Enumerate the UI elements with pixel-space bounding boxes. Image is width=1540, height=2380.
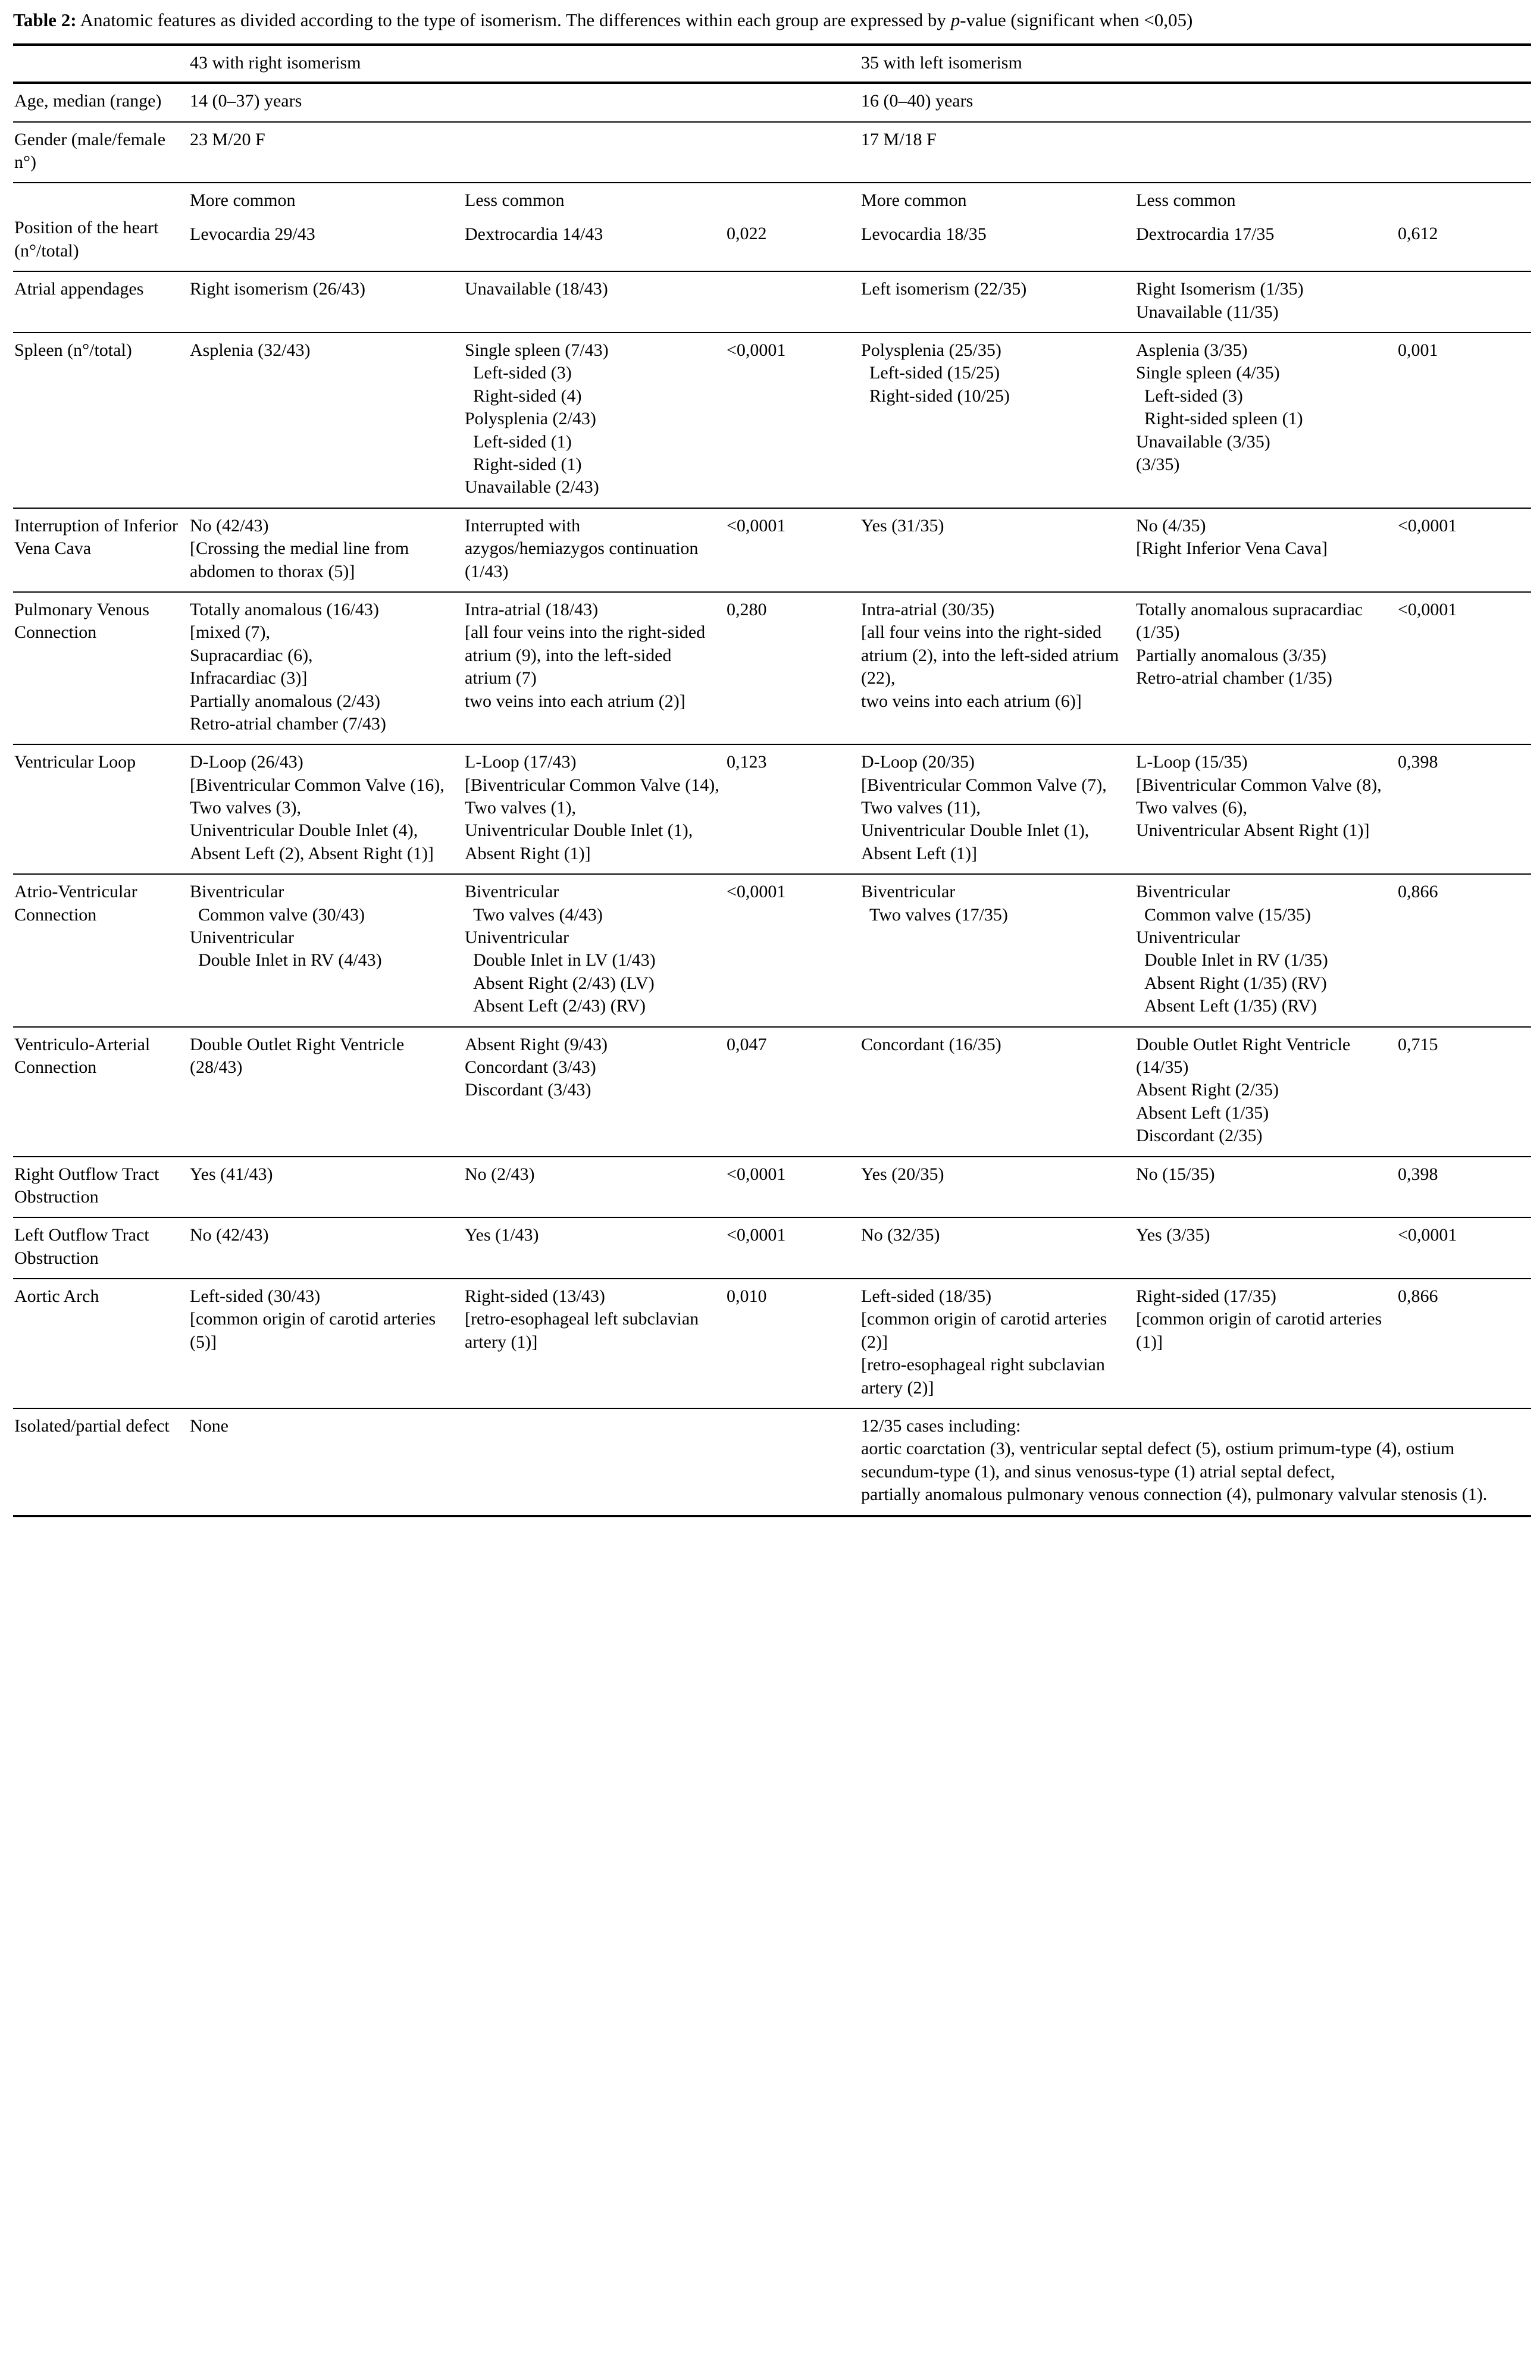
cell-line: Absent Right (1/35) (RV) bbox=[1144, 973, 1327, 993]
cell-line: [retro-esophageal left subclavian artery (1)] bbox=[465, 1309, 699, 1352]
cell-left-more: Concordant (16/35) bbox=[860, 1027, 1135, 1157]
group-header-left-isomerism: 35 with left isomerism bbox=[860, 45, 1531, 83]
cell-line: Polysplenia (2/43) bbox=[465, 409, 596, 429]
cell-right-less bbox=[464, 1027, 725, 1157]
cell-right-less: No (2/43) bbox=[464, 1157, 725, 1218]
cell-left-less bbox=[1135, 271, 1397, 333]
cell-line: D-Loop (20/35) bbox=[861, 752, 975, 772]
table-row bbox=[13, 271, 1531, 333]
cell-left-more bbox=[860, 874, 1135, 1026]
cell-line: Discordant (3/43) bbox=[465, 1080, 591, 1100]
cell-left-pvalue bbox=[1397, 271, 1531, 333]
cell-left-less bbox=[1135, 744, 1397, 874]
cell-line: Polysplenia (25/35) bbox=[861, 340, 1001, 361]
cell-left-less bbox=[1135, 592, 1397, 744]
table-row bbox=[13, 508, 1531, 592]
cell-left-less bbox=[1135, 1027, 1397, 1157]
cell-line: [Crossing the medial line from abdomen to thorax (5)] bbox=[190, 538, 409, 581]
table-caption bbox=[13, 8, 1527, 33]
cell-line: Left-sided (3) bbox=[473, 363, 572, 383]
anatomic-features-table bbox=[13, 43, 1531, 1517]
cell-line: Biventricular bbox=[465, 882, 559, 902]
cell-left-pvalue: 0,715 bbox=[1397, 1027, 1531, 1157]
cell-line: Single spleen (7/43) bbox=[465, 340, 609, 361]
cell-right-more bbox=[189, 744, 464, 874]
cell-right-pvalue: <0,0001 bbox=[725, 874, 860, 1026]
cell-line: Left-sided (1) bbox=[473, 431, 572, 452]
cell-right-less bbox=[464, 1408, 725, 1516]
cell-left-less: No (15/35) bbox=[1135, 1157, 1397, 1218]
cell-left-span bbox=[860, 1408, 1531, 1516]
cell-right-less bbox=[464, 744, 725, 874]
cell-right-less bbox=[464, 874, 725, 1026]
cell-line: Absent Left (1/35) bbox=[1136, 1103, 1269, 1123]
cell-line: [Biventricular Common Valve (14), bbox=[465, 775, 719, 795]
cell-right-more bbox=[189, 1279, 464, 1408]
cell-line: Concordant (3/43) bbox=[465, 1057, 596, 1077]
cell-left-less bbox=[1135, 333, 1397, 508]
cell-left-more bbox=[860, 592, 1135, 744]
cell-line: [Biventricular Common Valve (7), bbox=[861, 775, 1107, 795]
cell-left-more bbox=[860, 1279, 1135, 1408]
cell-line: Two valves (6), bbox=[1136, 798, 1248, 818]
cell-line: Right-sided (17/35) bbox=[1136, 1286, 1276, 1307]
cell-left-more bbox=[860, 333, 1135, 508]
cell-right-more: Yes (41/43) bbox=[189, 1157, 464, 1218]
subheader-less-common-left: Less common bbox=[1136, 190, 1236, 211]
cell-line: [all four veins into the right-sided atrium (2), into the left-sided atrium (22), bbox=[861, 622, 1119, 688]
row-feature-label: Pulmonary Venous Connection bbox=[13, 592, 189, 744]
cell-line: Double Inlet in RV (1/35) bbox=[1144, 950, 1328, 970]
cell-line: Absent Right (2/35) bbox=[1136, 1080, 1279, 1100]
cell-left-pvalue: 0,866 bbox=[1397, 1279, 1531, 1408]
cell-line: two veins into each atrium (2)] bbox=[465, 691, 686, 711]
cell-left-less bbox=[1135, 874, 1397, 1026]
cell-line: Absent Right (9/43) bbox=[465, 1034, 608, 1054]
cell-left-less-value: Dextrocardia 17/35 bbox=[1136, 224, 1275, 244]
cell-left-more: Yes (20/35) bbox=[860, 1157, 1135, 1218]
cell-line: [Biventricular Common Valve (8), bbox=[1136, 775, 1382, 795]
cell-left-pvalue bbox=[1397, 122, 1531, 183]
row-feature-label: Spleen (n°/total) bbox=[13, 333, 189, 508]
cell-left-pvalue: 0,398 bbox=[1397, 1157, 1531, 1218]
cell-line: No (42/43) bbox=[190, 515, 269, 536]
table-group-header-row bbox=[13, 45, 1531, 83]
cell-right-pvalue: 0,022 bbox=[725, 183, 860, 271]
cell-right-less-value: Dextrocardia 14/43 bbox=[465, 224, 603, 244]
cell-right-more bbox=[189, 874, 464, 1026]
table-row bbox=[13, 1217, 1531, 1279]
row-feature-label: Ventricular Loop bbox=[13, 744, 189, 874]
cell-left-pvalue: 0,866 bbox=[1397, 874, 1531, 1026]
cell-line: Two valves (4/43) bbox=[473, 904, 603, 925]
table-row bbox=[13, 1279, 1531, 1408]
cell-left-more bbox=[860, 183, 1135, 271]
cell-line: Two valves (11), bbox=[861, 798, 981, 818]
cell-right-less: Interrupted with azygos/hemiazygos continuation (1/43) bbox=[464, 508, 725, 592]
cell-left-more: 17 M/18 F bbox=[860, 122, 1135, 183]
cell-line: D-Loop (26/43) bbox=[190, 752, 303, 772]
cell-line: Right-sided (1) bbox=[473, 454, 582, 474]
table-caption-italic-token: p bbox=[950, 10, 960, 30]
cell-line: Left-sided (18/35) bbox=[861, 1286, 992, 1307]
cell-line: Single spleen (4/35) bbox=[1136, 363, 1280, 383]
cell-line: L-Loop (17/43) bbox=[465, 752, 577, 772]
cell-line: Right-sided spleen (1) bbox=[1144, 409, 1303, 429]
cell-right-pvalue bbox=[725, 271, 860, 333]
cell-right-pvalue: <0,0001 bbox=[725, 333, 860, 508]
cell-right-pvalue: <0,0001 bbox=[725, 1157, 860, 1218]
cell-left-pvalue: <0,0001 bbox=[1397, 508, 1531, 592]
cell-line: [common origin of carotid arteries (1)] bbox=[1136, 1309, 1382, 1352]
cell-left-more bbox=[860, 744, 1135, 874]
cell-left-pvalue: 0,001 bbox=[1397, 333, 1531, 508]
table-row bbox=[13, 1157, 1531, 1218]
row-feature-label: Interruption of Inferior Vena Cava bbox=[13, 508, 189, 592]
cell-line: Two valves (17/35) bbox=[869, 904, 1008, 925]
cell-line: Two valves (1), bbox=[465, 798, 577, 818]
row-feature-label: Gender (male/female n°) bbox=[13, 122, 189, 183]
group-header-right-isomerism: 43 with right isomerism bbox=[189, 45, 860, 83]
cell-line: [common origin of carotid arteries (2)] bbox=[861, 1309, 1107, 1352]
cell-left-pvalue: <0,0001 bbox=[1397, 1217, 1531, 1279]
cell-line: [Right Inferior Vena Cava] bbox=[1136, 538, 1328, 559]
cell-line: Totally anomalous supracardiac (1/35) bbox=[1136, 599, 1363, 643]
cell-line: Retro-atrial chamber (1/35) bbox=[1136, 668, 1332, 688]
cell-line: Supracardiac (6), bbox=[190, 645, 313, 665]
cell-line: Double Outlet Right Ventricle (14/35) bbox=[1136, 1034, 1351, 1077]
cell-left-less bbox=[1135, 508, 1397, 592]
cell-right-pvalue: 0,123 bbox=[725, 744, 860, 874]
row-feature-label: Right Outflow Tract Obstruction bbox=[13, 1157, 189, 1218]
cell-right-more: Asplenia (32/43) bbox=[189, 333, 464, 508]
cell-right-more: 23 M/20 F bbox=[189, 122, 464, 183]
table-body bbox=[13, 83, 1531, 1515]
cell-left-less bbox=[1135, 183, 1397, 271]
cell-right-more bbox=[189, 592, 464, 744]
cell-line: Partially anomalous (2/43) bbox=[190, 691, 380, 711]
cell-line: No (4/35) bbox=[1136, 515, 1206, 536]
row-feature-label: Left Outflow Tract Obstruction bbox=[13, 1217, 189, 1279]
table-row bbox=[13, 122, 1531, 183]
cell-right-more: Right isomerism (26/43) bbox=[189, 271, 464, 333]
cell-left-pvalue: 0,612 bbox=[1397, 183, 1531, 271]
row-feature-label: Aortic Arch bbox=[13, 1279, 189, 1408]
cell-left-more: No (32/35) bbox=[860, 1217, 1135, 1279]
cell-left-more: 16 (0–40) years bbox=[861, 91, 974, 111]
table-row bbox=[13, 333, 1531, 508]
subheader-more-common-left: More common bbox=[861, 190, 967, 211]
cell-left-less bbox=[1135, 83, 1397, 121]
cell-line: [mixed (7), bbox=[190, 622, 270, 643]
row-feature-label: Atrial appendages bbox=[13, 271, 189, 333]
feature-column-header bbox=[13, 45, 189, 83]
cell-line: Unavailable (11/35) bbox=[1136, 302, 1279, 322]
cell-line: Common valve (30/43) bbox=[198, 904, 365, 925]
cell-line: Right Isomerism (1/35) bbox=[1136, 279, 1304, 299]
cell-line: partially anomalous pulmonary venous connection (4), pulmonary valvular stenosis (1). bbox=[861, 1485, 1488, 1505]
table-caption-label: Table 2: bbox=[13, 10, 77, 30]
cell-line: Absent Right (2/43) (LV) bbox=[473, 973, 655, 993]
cell-right-less bbox=[464, 1279, 725, 1408]
cell-line: Left-sided (3) bbox=[1144, 386, 1243, 406]
cell-right-pvalue: 0,010 bbox=[725, 1279, 860, 1408]
cell-left-less bbox=[1135, 122, 1397, 183]
cell-left-less: Yes (3/35) bbox=[1135, 1217, 1397, 1279]
row-feature-label: Atrio-Ventricular Connection bbox=[13, 874, 189, 1026]
table-row bbox=[13, 1408, 1531, 1516]
cell-line: Univentricular Absent Right (1)] bbox=[1136, 821, 1370, 841]
table-row bbox=[13, 592, 1531, 744]
cell-line: Absent Left (1)] bbox=[861, 843, 977, 863]
cell-right-pvalue bbox=[725, 122, 860, 183]
cell-left-more-value: Levocardia 18/35 bbox=[861, 224, 987, 244]
row-feature-label: Ventriculo-Arterial Connection bbox=[13, 1027, 189, 1157]
cell-right-less: Unavailable (18/43) bbox=[464, 271, 725, 333]
cell-line: Left-sided (30/43) bbox=[190, 1286, 321, 1307]
cell-line: Discordant (2/35) bbox=[1136, 1126, 1263, 1146]
cell-right-pvalue: <0,0001 bbox=[725, 508, 860, 592]
row-feature-label: Position of the heart (n°/total) bbox=[13, 183, 189, 271]
cell-line: Univentricular Double Inlet (4), bbox=[190, 821, 418, 841]
cell-line: Intra-atrial (18/43) bbox=[465, 599, 599, 619]
cell-line: Asplenia (3/35) bbox=[1136, 340, 1248, 361]
cell-right-more-value: Levocardia 29/43 bbox=[190, 224, 315, 244]
table-caption-text-after: -value (significant when <0,05) bbox=[960, 10, 1193, 30]
cell-line: Biventricular bbox=[861, 882, 956, 902]
cell-line: Right-sided (4) bbox=[473, 386, 582, 406]
cell-left-more: Yes (31/35) bbox=[860, 508, 1135, 592]
cell-line: Retro-atrial chamber (7/43) bbox=[190, 713, 386, 734]
subheader-less-common-right: Less common bbox=[465, 190, 565, 211]
cell-line: Absent Right (1)] bbox=[465, 843, 591, 863]
table-row bbox=[13, 1027, 1531, 1157]
cell-line: Double Outlet Right Ventricle (28/43) bbox=[190, 1034, 405, 1077]
cell-right-pvalue bbox=[725, 83, 860, 121]
cell-line: Partially anomalous (3/35) bbox=[1136, 645, 1326, 665]
cell-line: Absent Left (1/35) (RV) bbox=[1144, 996, 1317, 1016]
cell-right-more bbox=[189, 1027, 464, 1157]
cell-line: [Biventricular Common Valve (16), bbox=[190, 775, 445, 795]
table-row bbox=[13, 744, 1531, 874]
cell-right-less: Yes (1/43) bbox=[464, 1217, 725, 1279]
cell-right-pvalue bbox=[725, 1408, 860, 1516]
cell-left-pvalue: <0,0001 bbox=[1397, 592, 1531, 744]
cell-right-pvalue: <0,0001 bbox=[725, 1217, 860, 1279]
cell-right-less bbox=[464, 333, 725, 508]
cell-right-less bbox=[464, 592, 725, 744]
cell-line: Totally anomalous (16/43) bbox=[190, 599, 379, 619]
cell-line: Univentricular bbox=[190, 928, 294, 948]
table-row bbox=[13, 183, 1531, 271]
cell-line: Intra-atrial (30/35) bbox=[861, 599, 995, 619]
cell-right-pvalue: 0,047 bbox=[725, 1027, 860, 1157]
cell-line: Left-sided (15/25) bbox=[869, 363, 1000, 383]
row-feature-label: Age, median (range) bbox=[14, 91, 162, 111]
cell-line: Common valve (15/35) bbox=[1144, 904, 1311, 925]
cell-left-pvalue: 0,398 bbox=[1397, 744, 1531, 874]
cell-right-less bbox=[464, 183, 725, 271]
cell-line: Unavailable (2/43) bbox=[465, 477, 599, 497]
cell-line: Two valves (3), bbox=[190, 798, 302, 818]
table-row bbox=[13, 874, 1531, 1026]
cell-line: [common origin of carotid arteries (5)] bbox=[190, 1309, 436, 1352]
cell-line: Univentricular Double Inlet (1), bbox=[465, 821, 693, 841]
cell-line: Infracardiac (3)] bbox=[190, 668, 308, 688]
cell-line: aortic coarctation (3), ventricular septal defect (5), ostium primum-type (4), ostium secundum-type (1), and sinus venosus-type (1) atrial septal defect, bbox=[861, 1439, 1455, 1482]
cell-right-pvalue: 0,280 bbox=[725, 592, 860, 744]
cell-right-more: No (42/43) bbox=[189, 1217, 464, 1279]
cell-line: two veins into each atrium (6)] bbox=[861, 691, 1082, 711]
cell-line: Right-sided (10/25) bbox=[869, 386, 1010, 406]
cell-line: Univentricular Double Inlet (1), bbox=[861, 821, 1090, 841]
cell-line: Biventricular bbox=[1136, 882, 1231, 902]
cell-line: 12/35 cases including: bbox=[861, 1416, 1021, 1436]
table-caption-text-before: Anatomic features as divided according to the type of isomerism. The differences within each group are expressed by bbox=[76, 10, 951, 30]
cell-left-more: Left isomerism (22/35) bbox=[860, 271, 1135, 333]
cell-line: [retro-esophageal right subclavian artery (2)] bbox=[861, 1355, 1105, 1398]
table-row bbox=[13, 83, 1531, 121]
cell-line: [all four veins into the right-sided atrium (9), into the left-sided atrium (7) bbox=[465, 622, 706, 688]
cell-line: Double Inlet in LV (1/43) bbox=[473, 950, 656, 970]
cell-left-less bbox=[1135, 1279, 1397, 1408]
cell-right-less bbox=[464, 122, 725, 183]
cell-left-pvalue bbox=[1397, 83, 1531, 121]
subheader-more-common-right: More common bbox=[190, 190, 296, 211]
cell-line: Unavailable (3/35) bbox=[1136, 431, 1270, 452]
cell-line: Univentricular bbox=[1136, 928, 1240, 948]
cell-right-less bbox=[464, 83, 725, 121]
row-feature-label: Isolated/partial defect bbox=[13, 1408, 189, 1516]
cell-line: Absent Left (2/43) (RV) bbox=[473, 996, 646, 1016]
cell-right-more: 14 (0–37) years bbox=[190, 91, 302, 111]
cell-right-more: None bbox=[189, 1408, 464, 1516]
cell-line: L-Loop (15/35) bbox=[1136, 752, 1248, 772]
cell-line: Double Inlet in RV (4/43) bbox=[198, 950, 382, 970]
cell-line: Biventricular bbox=[190, 882, 284, 902]
cell-line: Absent Left (2), Absent Right (1)] bbox=[190, 843, 434, 863]
cell-line: (3/35) bbox=[1136, 454, 1180, 474]
cell-line: Univentricular bbox=[465, 928, 569, 948]
cell-line: Right-sided (13/43) bbox=[465, 1286, 605, 1307]
cell-right-more bbox=[189, 183, 464, 271]
cell-right-more bbox=[189, 508, 464, 592]
